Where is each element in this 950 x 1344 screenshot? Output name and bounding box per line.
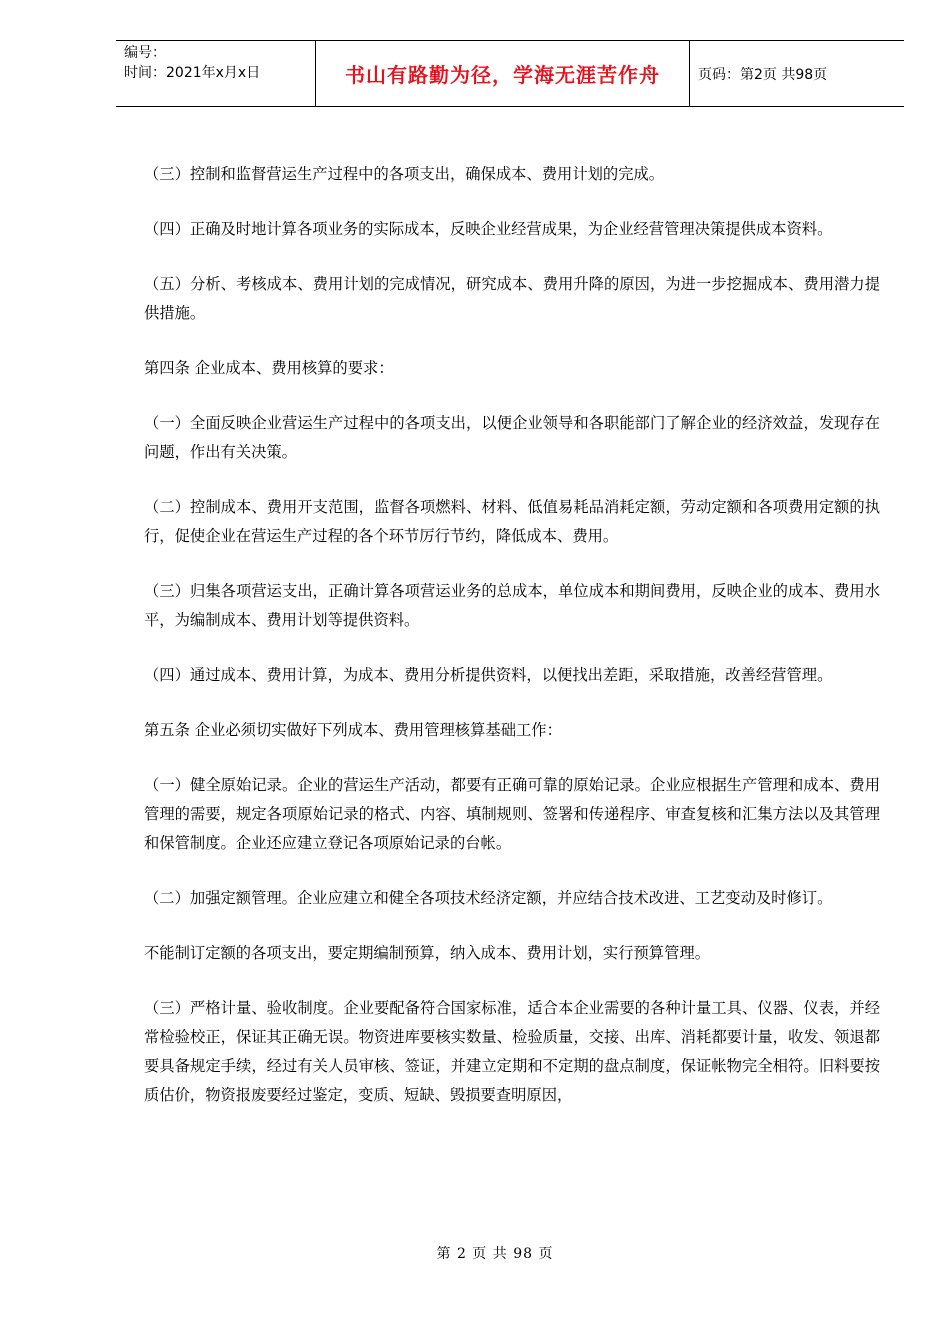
page-footer: 第 2 页 共 98 页 <box>436 1246 554 1262</box>
paragraph-2: （四）正确及时地计算各项业务的实际成本，反映企业经营成果，为企业经营管理决策提供成本资料。 <box>144 220 833 238</box>
paragraph-5: （一）全面反映企业营运生产过程中的各项支出，以便企业领导和各职能部门了解企业的经济效益，发现存在问题，作出有关决策。 <box>144 414 880 461</box>
paragraph-8: （四）通过成本、费用计算，为成本、费用分析提供资料，以便找出差距，采取措施，改善经营管理。 <box>144 666 833 684</box>
header-page-code: 页码：第2页 共98页 <box>698 66 828 83</box>
header-motto: 书山有路勤为径，学海无涯苦作舟 <box>316 41 690 106</box>
paragraph-3: （五）分析、考核成本、费用计划的完成情况，研究成本、费用升降的原因，为进一步挖掘成本、费用潜力提供措施。 <box>144 275 880 322</box>
paragraph-12: 不能制订定额的各项支出，要定期编制预算，纳入成本、费用计划，实行预算管理。 <box>144 944 710 962</box>
document-body <box>144 160 880 1136</box>
paragraph-13: （三）严格计量、验收制度。企业要配备符合国家标准，适合本企业需要的各种计量工具、仪器、仪表，并经常检验校正，保证其正确无误。物资进库要核实数量、检验质量，交接、出库、消耗都要计量，收发、领退都要具备规定手续，经过有关人员审核、签证，并建立定期和不定期的盘点制度，保证帐物完全相符。旧料要按质估价，物资报废要经过鉴定，变质、短缺、毁损要查明原因， <box>144 999 880 1104</box>
article-4-heading: 第四条 企业成本、费用核算的要求： <box>144 359 394 377</box>
paragraph-10: （一）健全原始记录。企业的营运生产活动，都要有正确可靠的原始记录。企业应根据生产管理和成本、费用管理的需要，规定各项原始记录的格式、内容、填制规则、签署和传递程序、审查复核和汇集方法以及其管理和保管制度。企业还应建立登记各项原始记录的台帐。 <box>144 776 880 852</box>
paragraph-1: （三）控制和监督营运生产过程中的各项支出，确保成本、费用计划的完成。 <box>144 165 665 183</box>
page-header <box>116 40 904 107</box>
article-5-heading: 第五条 企业必须切实做好下列成本、费用管理核算基础工作： <box>144 721 562 739</box>
header-time-label: 时间：2021年x月x日 <box>124 65 261 81</box>
header-number-label: 编号： <box>124 45 166 61</box>
paragraph-7: （三）归集各项营运支出，正确计算各项营运业务的总成本，单位成本和期间费用，反映企业的成本、费用水平，为编制成本、费用计划等提供资料。 <box>144 582 880 629</box>
header-info-cell <box>116 41 316 106</box>
paragraph-6: （二）控制成本、费用开支范围，监督各项燃料、材料、低值易耗品消耗定额，劳动定额和各项费用定额的执行，促使企业在营运生产过程的各个环节厉行节约，降低成本、费用。 <box>144 498 880 545</box>
paragraph-11: （二）加强定额管理。企业应建立和健全各项技术经济定额，并应结合技术改进、工艺变动及时修订。 <box>144 889 833 907</box>
